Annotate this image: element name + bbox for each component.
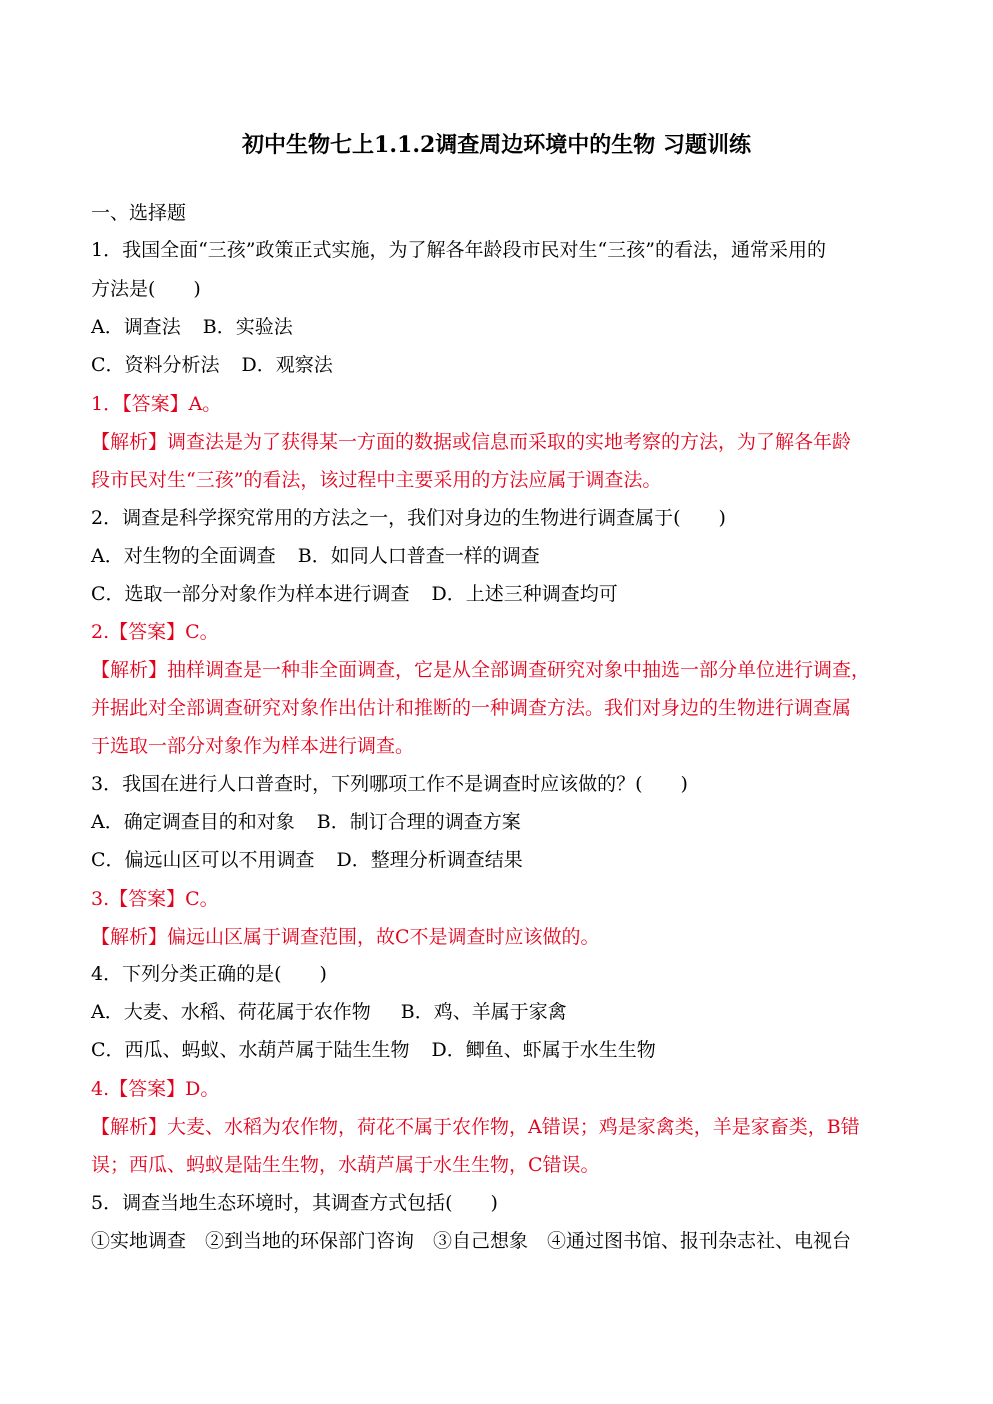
question-3-analysis-line-1: 【解析】偏远山区属于调查范围，故C不是调查时应该做的。: [91, 926, 600, 948]
option-d: D．整理分析调查结果: [336, 849, 523, 871]
question-2-analysis-line-2: 并据此对全部调查研究对象作出估计和推断的一种调查方法。我们对身边的生物进行调查属: [91, 697, 852, 719]
question-1-analysis-line-2: 段市民对生“三孩”的看法，该过程中主要采用的方法应属于调查法。: [91, 469, 662, 491]
question-1-options-ab: [91, 314, 911, 340]
question-3-answer: 3.【答案】C。: [91, 888, 219, 910]
option-c: C．选取一部分对象作为样本进行调查: [91, 583, 410, 605]
question-1-stem-line-1: 1．我国全面“三孩”政策正式实施，为了解各年龄段市民对生“三孩”的看法，通常采用的: [91, 239, 826, 261]
option-b: B．鸡、羊属于家禽: [400, 1001, 567, 1023]
question-4-options-ab: [91, 999, 911, 1025]
question-4-answer: 4.【答案】D。: [91, 1078, 220, 1100]
option-b: B．如同人口普查一样的调查: [297, 545, 540, 567]
question-2-analysis-line-3: 于选取一部分对象作为样本进行调查。: [91, 735, 415, 757]
option-d: D．上述三种调查均可: [431, 583, 618, 605]
option-b: B．制订合理的调查方案: [316, 811, 521, 833]
option-a: A．确定调查目的和对象: [91, 811, 295, 833]
option-a: A．大麦、水稻、荷花属于农作物: [91, 1001, 371, 1023]
question-4-analysis-line-2: 误；西瓜、蚂蚁是陆生生物，水葫芦属于水生生物，C错误。: [91, 1154, 600, 1176]
question-3-stem-line-1: 3．我国在进行人口普查时，下列哪项工作不是调查时应该做的？( ): [91, 773, 688, 795]
option-d: D．观察法: [241, 354, 333, 376]
option-b: B．实验法: [202, 316, 293, 338]
question-3-options-cd: [91, 847, 911, 873]
question-1-answer: 1．【答案】A。: [91, 393, 222, 415]
section-heading: 一、选择题: [91, 202, 187, 224]
page-title: 初中生物七上1.1.2调查周边环境中的生物 习题训练: [242, 132, 751, 158]
question-1-options-cd: [91, 352, 911, 378]
option-c: C．西瓜、蚂蚁、水葫芦属于陆生生物: [91, 1039, 410, 1061]
question-4-stem-line-1: 4．下列分类正确的是( ): [91, 963, 327, 985]
option-a: A．对生物的全面调查: [91, 545, 276, 567]
question-5-items-line: ①实地调查 ②到当地的环保部门咨询 ③自己想象 ④通过图书馆、报刊杂志社、电视台: [91, 1230, 852, 1252]
question-2-answer: 2.【答案】C。: [91, 621, 219, 643]
question-1-stem-line-2: 方法是( ): [91, 278, 201, 300]
question-5-stem-line-1: 5．调查当地生态环境时，其调查方式包括( ): [91, 1192, 498, 1214]
question-1-analysis-line-1: 【解析】调查法是为了获得某一方面的数据或信息而采取的实地考察的方法，为了解各年龄: [91, 431, 852, 453]
option-c: C．偏远山区可以不用调查: [91, 849, 315, 871]
question-4-options-cd: [91, 1037, 911, 1063]
question-4-analysis-line-1: 【解析】大麦、水稻为农作物，荷花不属于农作物，A错误；鸡是家禽类，羊是家畜类，B错: [91, 1116, 860, 1138]
option-a: A．调查法: [91, 316, 181, 338]
option-c: C．资料分析法: [91, 354, 220, 376]
question-3-options-ab: [91, 809, 911, 835]
question-2-stem-line-1: 2．调查是科学探究常用的方法之一，我们对身边的生物进行调查属于( ): [91, 507, 726, 529]
question-2-analysis-line-1: 【解析】抽样调查是一种非全面调查，它是从全部调查研究对象中抽选一部分单位进行调查，: [91, 659, 871, 681]
question-2-options-cd: [91, 581, 911, 607]
option-d: D．鲫鱼、虾属于水生生物: [431, 1039, 656, 1061]
question-2-options-ab: [91, 543, 911, 569]
